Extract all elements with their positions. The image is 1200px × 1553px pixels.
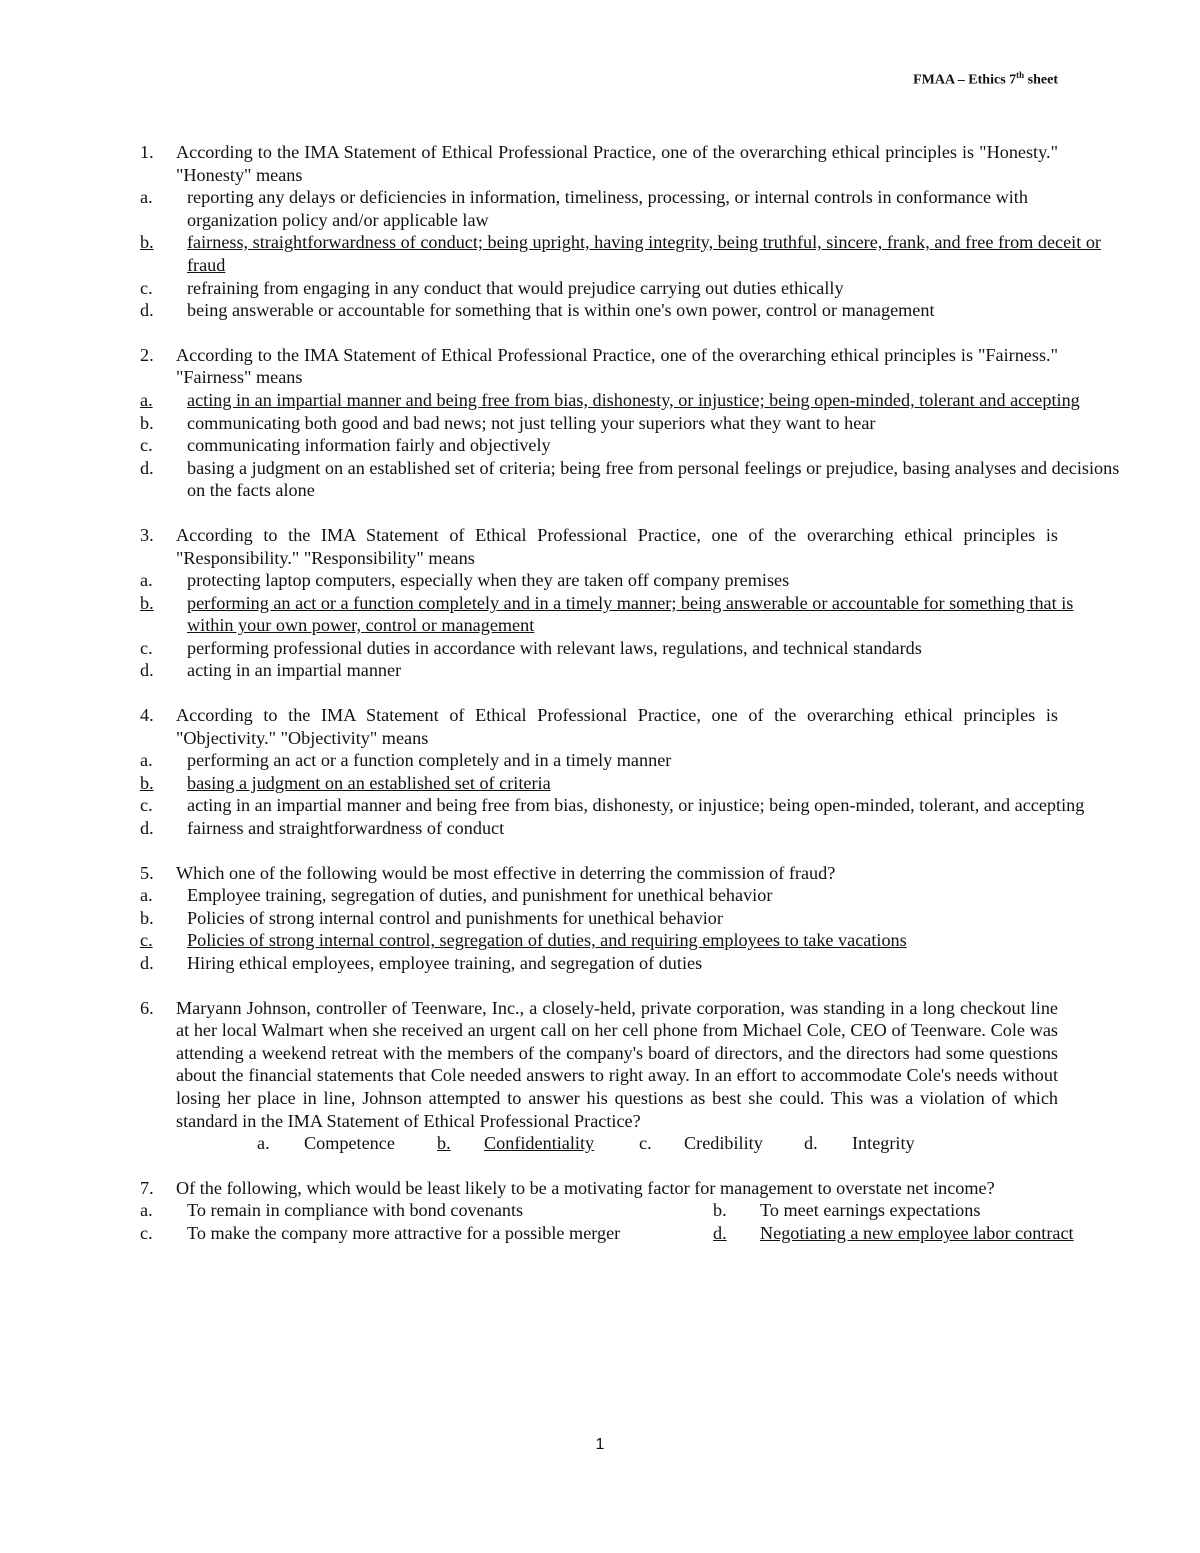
option-d: d. fairness and straightforwardness of conduct: [140, 818, 505, 839]
option-a: a. performing an act or a function completely and in a timely manner: [140, 750, 672, 771]
question-number: 2.: [140, 344, 154, 365]
question-1: [140, 141, 1120, 322]
option-c: c. refraining from engaging in any conduct that would prejudice carrying out duties ethically: [140, 277, 844, 298]
question-text: According to the IMA Statement of Ethical Professional Practice, one of the overarching ethical principles is "Honesty." "Honesty" means: [176, 142, 1058, 185]
question-text: Of the following, which would be least likely to be a motivating factor for management to overstate net income?: [176, 1177, 995, 1198]
question-number: 6.: [140, 997, 154, 1018]
options-row-1: a. To remain in compliance with bond covenants b. To meet earnings expectations: [140, 1200, 981, 1221]
question-list: [140, 141, 1120, 1267]
option-a: a. Employee training, segregation of duties, and punishment for unethical behavior: [140, 885, 773, 906]
question-number: 7.: [140, 1177, 154, 1198]
question-text: Maryann Johnson, controller of Teenware, Inc., a closely-held, private corporation, was standing in a long checkout line at her local Walmart when she received an urgent call on her cell phone from Michael Cole, CEO of Teenware. Cole was attending a weekend retreat with the members of the company's board of directors, and the directors had some questions about the financial statements that Cole needed answers to right away. In an effort to accommodate Cole's needs without losing her place in line, Johnson attempted to answer his questions as best she could. This was a violation of which standard in the IMA Statement of Ethical Professional Practice?: [176, 997, 1058, 1131]
option-a: a. protecting laptop computers, especially when they are taken off company premises: [140, 570, 790, 591]
option-c: c. performing professional duties in accordance with relevant laws, regulations, and technical standards: [140, 637, 922, 658]
question-text: According to the IMA Statement of Ethical Professional Practice, one of the overarching ethical principles is "Fairness." "Fairness" means: [176, 344, 1058, 388]
option-b-answer: b. fairness, straightforwardness of conduct; being upright, having integrity, being truthful, sincere, frank, and free from deceit or fraud: [140, 232, 1101, 275]
option-a: a. reporting any delays or deficiencies in information, timeliness, processing, or internal controls in conformance with organization policy and/or applicable law: [140, 187, 1028, 230]
question-4: [140, 704, 1120, 840]
question-text: According to the IMA Statement of Ethical Professional Practice, one of the overarching ethical principles is "Objectivity." "Objectivity" means: [176, 705, 1058, 748]
question-3: [140, 524, 1120, 682]
question-number: 3.: [140, 524, 154, 545]
option-b-answer: b. basing a judgment on an established set of criteria: [140, 772, 551, 793]
question-5: [140, 862, 1120, 975]
option-c: c. acting in an impartial manner and being free from bias, dishonesty, or injustice; being open-minded, tolerant, and accepting: [140, 795, 1085, 816]
question-6: [140, 997, 1120, 1155]
question-number: 1.: [140, 142, 154, 162]
inline-options: a. Competence b. Confidentiality c. Credibility d. Integrity: [257, 1133, 915, 1154]
options-row-2: c. To make the company more attractive for a possible merger d. Negotiating a new employee labor contract: [140, 1222, 1074, 1243]
option-b: b. Policies of strong internal control and punishments for unethical behavior: [140, 907, 723, 928]
page-header: FMAA – Ethics 7th sheet: [913, 70, 1058, 88]
option-c-answer: c. Policies of strong internal control, segregation of duties, and requiring employees to take vacations: [140, 930, 907, 951]
page-number: 1: [595, 1436, 605, 1453]
option-d: d. being answerable or accountable for something that is within one's own power, control or management: [140, 300, 935, 321]
option-d: d. basing a judgment on an established set of criteria; being free from personal feelings or prejudice, basing analyses and decisions on the facts alone: [140, 457, 1120, 501]
question-number: 5.: [140, 862, 154, 883]
option-d: d. acting in an impartial manner: [140, 660, 402, 681]
option-d: d. Hiring ethical employees, employee training, and segregation of duties: [140, 953, 703, 973]
option-a-answer: a. acting in an impartial manner and being free from bias, dishonesty, or injustice; being open-minded, tolerant and accepting: [140, 389, 1080, 410]
option-b: b. communicating both good and bad news; not just telling your superiors what they want to hear: [140, 412, 876, 433]
question-2: [140, 344, 1120, 502]
question-text: According to the IMA Statement of Ethical Professional Practice, one of the overarching ethical principles is "Responsibility." "Responsibility" means: [176, 524, 1058, 568]
question-text: Which one of the following would be most effective in deterring the commission of fraud?: [176, 862, 836, 883]
question-number: 4.: [140, 705, 154, 726]
option-b-answer: b. performing an act or a function completely and in a timely manner; being answerable or accountable for something that is within your own power, control or management: [140, 592, 1074, 636]
question-7: [140, 1177, 1120, 1245]
option-c: c. communicating information fairly and objectively: [140, 435, 551, 456]
